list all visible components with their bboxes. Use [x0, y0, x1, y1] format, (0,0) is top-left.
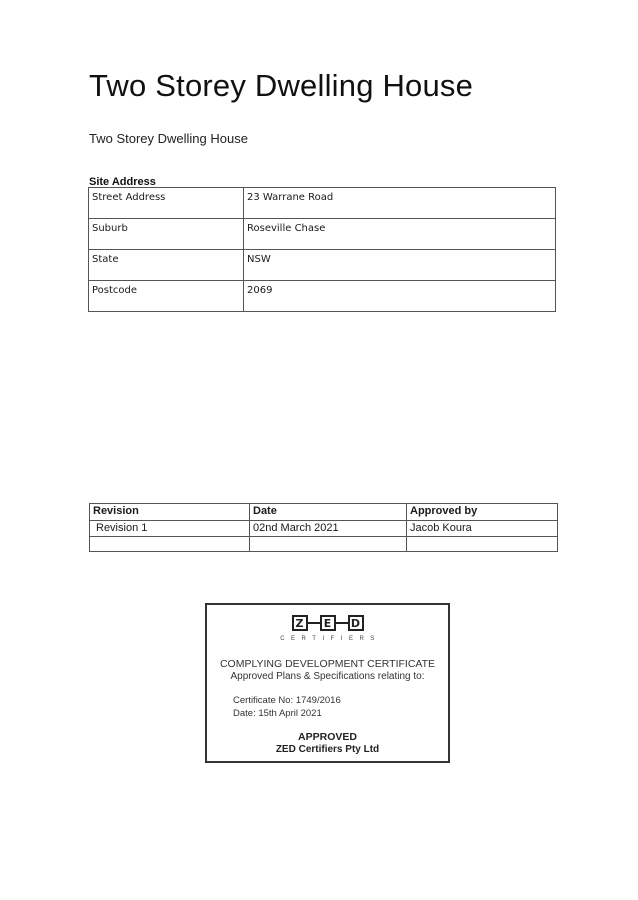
- table-row: [89, 250, 556, 281]
- postcode-value: 2069: [244, 281, 556, 312]
- date-cell: 02nd March 2021: [250, 521, 407, 537]
- approved-by-header: Approved by: [407, 504, 558, 521]
- certificate-number: Certificate No: 1749/2016: [233, 695, 341, 706]
- date-header: Date: [250, 504, 407, 521]
- table-row: [89, 219, 556, 250]
- date-cell: [250, 537, 407, 552]
- revision-cell: Revision 1: [90, 521, 250, 537]
- table-header-row: [90, 504, 558, 521]
- page-title: Two Storey Dwelling House: [89, 68, 474, 103]
- approved-status: APPROVED: [298, 731, 357, 743]
- state-key: State: [89, 250, 244, 281]
- postcode-key: Postcode: [89, 281, 244, 312]
- page-subtitle: Two Storey Dwelling House: [89, 131, 248, 146]
- revision-header: Revision: [90, 504, 250, 521]
- site-address-table: [88, 187, 556, 312]
- approval-stamp: [205, 603, 450, 763]
- certificate-title: COMPLYING DEVELOPMENT CERTIFICATE: [219, 658, 436, 670]
- table-row: [89, 281, 556, 312]
- street-address-value: 23 Warrane Road: [244, 188, 556, 219]
- table-row: [90, 537, 558, 552]
- logo-connector: [336, 622, 348, 624]
- site-address-label: Site Address: [89, 176, 156, 188]
- revision-cell: [90, 537, 250, 552]
- logo-letter-z: Z: [292, 615, 308, 631]
- revision-table: [89, 503, 558, 552]
- suburb-key: Suburb: [89, 219, 244, 250]
- street-address-key: Street Address: [89, 188, 244, 219]
- logo-connector: [308, 622, 320, 624]
- certificate-date: Date: 15th April 2021: [233, 708, 322, 719]
- state-value: NSW: [244, 250, 556, 281]
- logo-tagline: CERTIFIERS: [280, 636, 381, 642]
- table-row: [90, 521, 558, 537]
- certificate-subtitle: Approved Plans & Specifications relating to:: [230, 671, 425, 682]
- company-name: ZED Certifiers Pty Ltd: [275, 744, 380, 755]
- logo-letter-d: D: [348, 615, 364, 631]
- approved-by-cell: [407, 537, 558, 552]
- suburb-value: Roseville Chase: [244, 219, 556, 250]
- approved-by-cell: Jacob Koura: [407, 521, 558, 537]
- zed-logo: [207, 615, 448, 645]
- logo-letter-e: E: [320, 615, 336, 631]
- table-row: [89, 188, 556, 219]
